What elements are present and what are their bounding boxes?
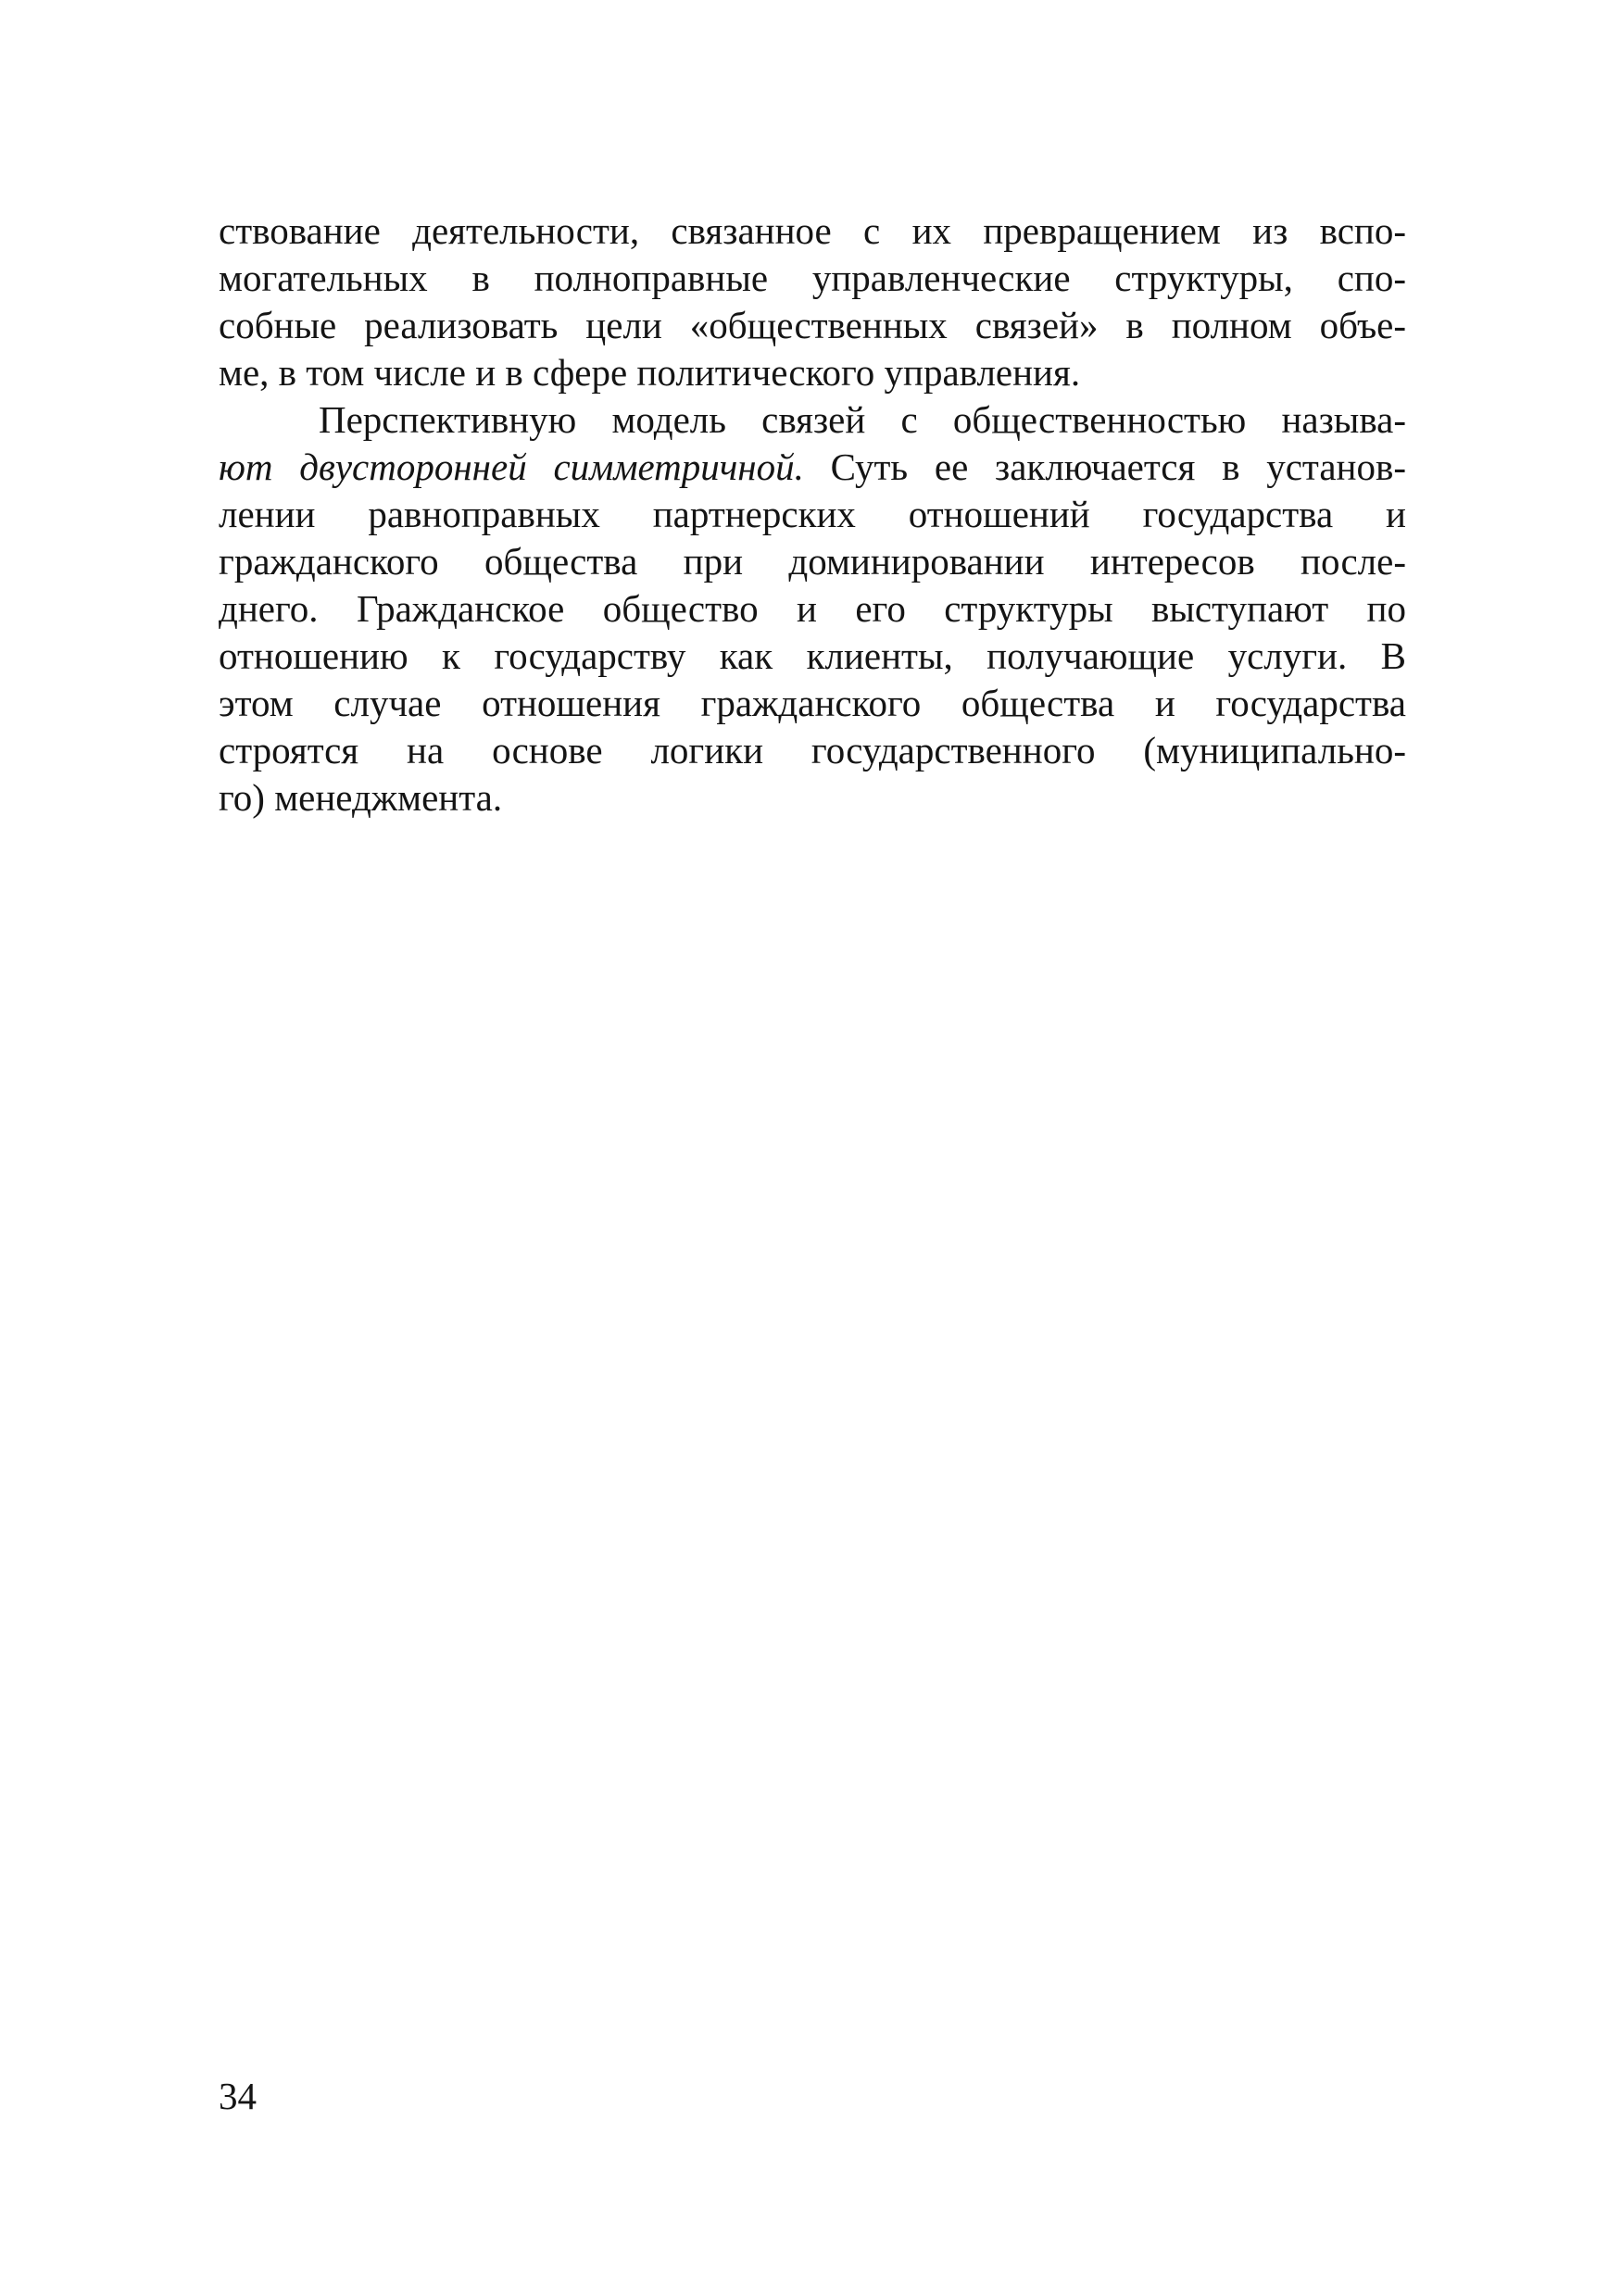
text-line: го) менеджмента. [219, 776, 503, 819]
body-text [219, 207, 1406, 822]
mixed-text-line [219, 444, 1406, 491]
page-number: 34 [219, 2075, 257, 2117]
text-run: Суть ее заключается в установ- [803, 445, 1406, 488]
italic-term: ют двусторонней симметричной. [219, 445, 804, 488]
text-line: днего. Гражданское общество и его структуры выступают по [219, 587, 1406, 630]
text-line: ствование деятельности, связанное с их превращением из вспо- [219, 209, 1406, 252]
text-line: ме, в том числе и в сфере политического управления. [219, 351, 1081, 394]
text-line: отношению к государству как клиенты, получающие услуги. В [219, 634, 1406, 677]
text-line: строятся на основе логики государственного (муниципально- [219, 729, 1406, 772]
italic-text-line: Перспективную модель связей с общественностью называ- [319, 398, 1406, 441]
text-line: собные реализовать цели «общественных связей» в полном объе- [219, 304, 1406, 346]
text-line: гражданского общества при доминировании интересов после- [219, 540, 1406, 583]
text-line: лении равноправных партнерских отношений государства и [219, 493, 1406, 535]
text-line: этом случае отношения гражданского общества и государства [219, 682, 1406, 724]
text-line: могательных в полноправные управленческие структуры, спо- [219, 257, 1406, 299]
paragraph-1 [219, 207, 1406, 396]
paragraph-2 [219, 396, 1406, 822]
